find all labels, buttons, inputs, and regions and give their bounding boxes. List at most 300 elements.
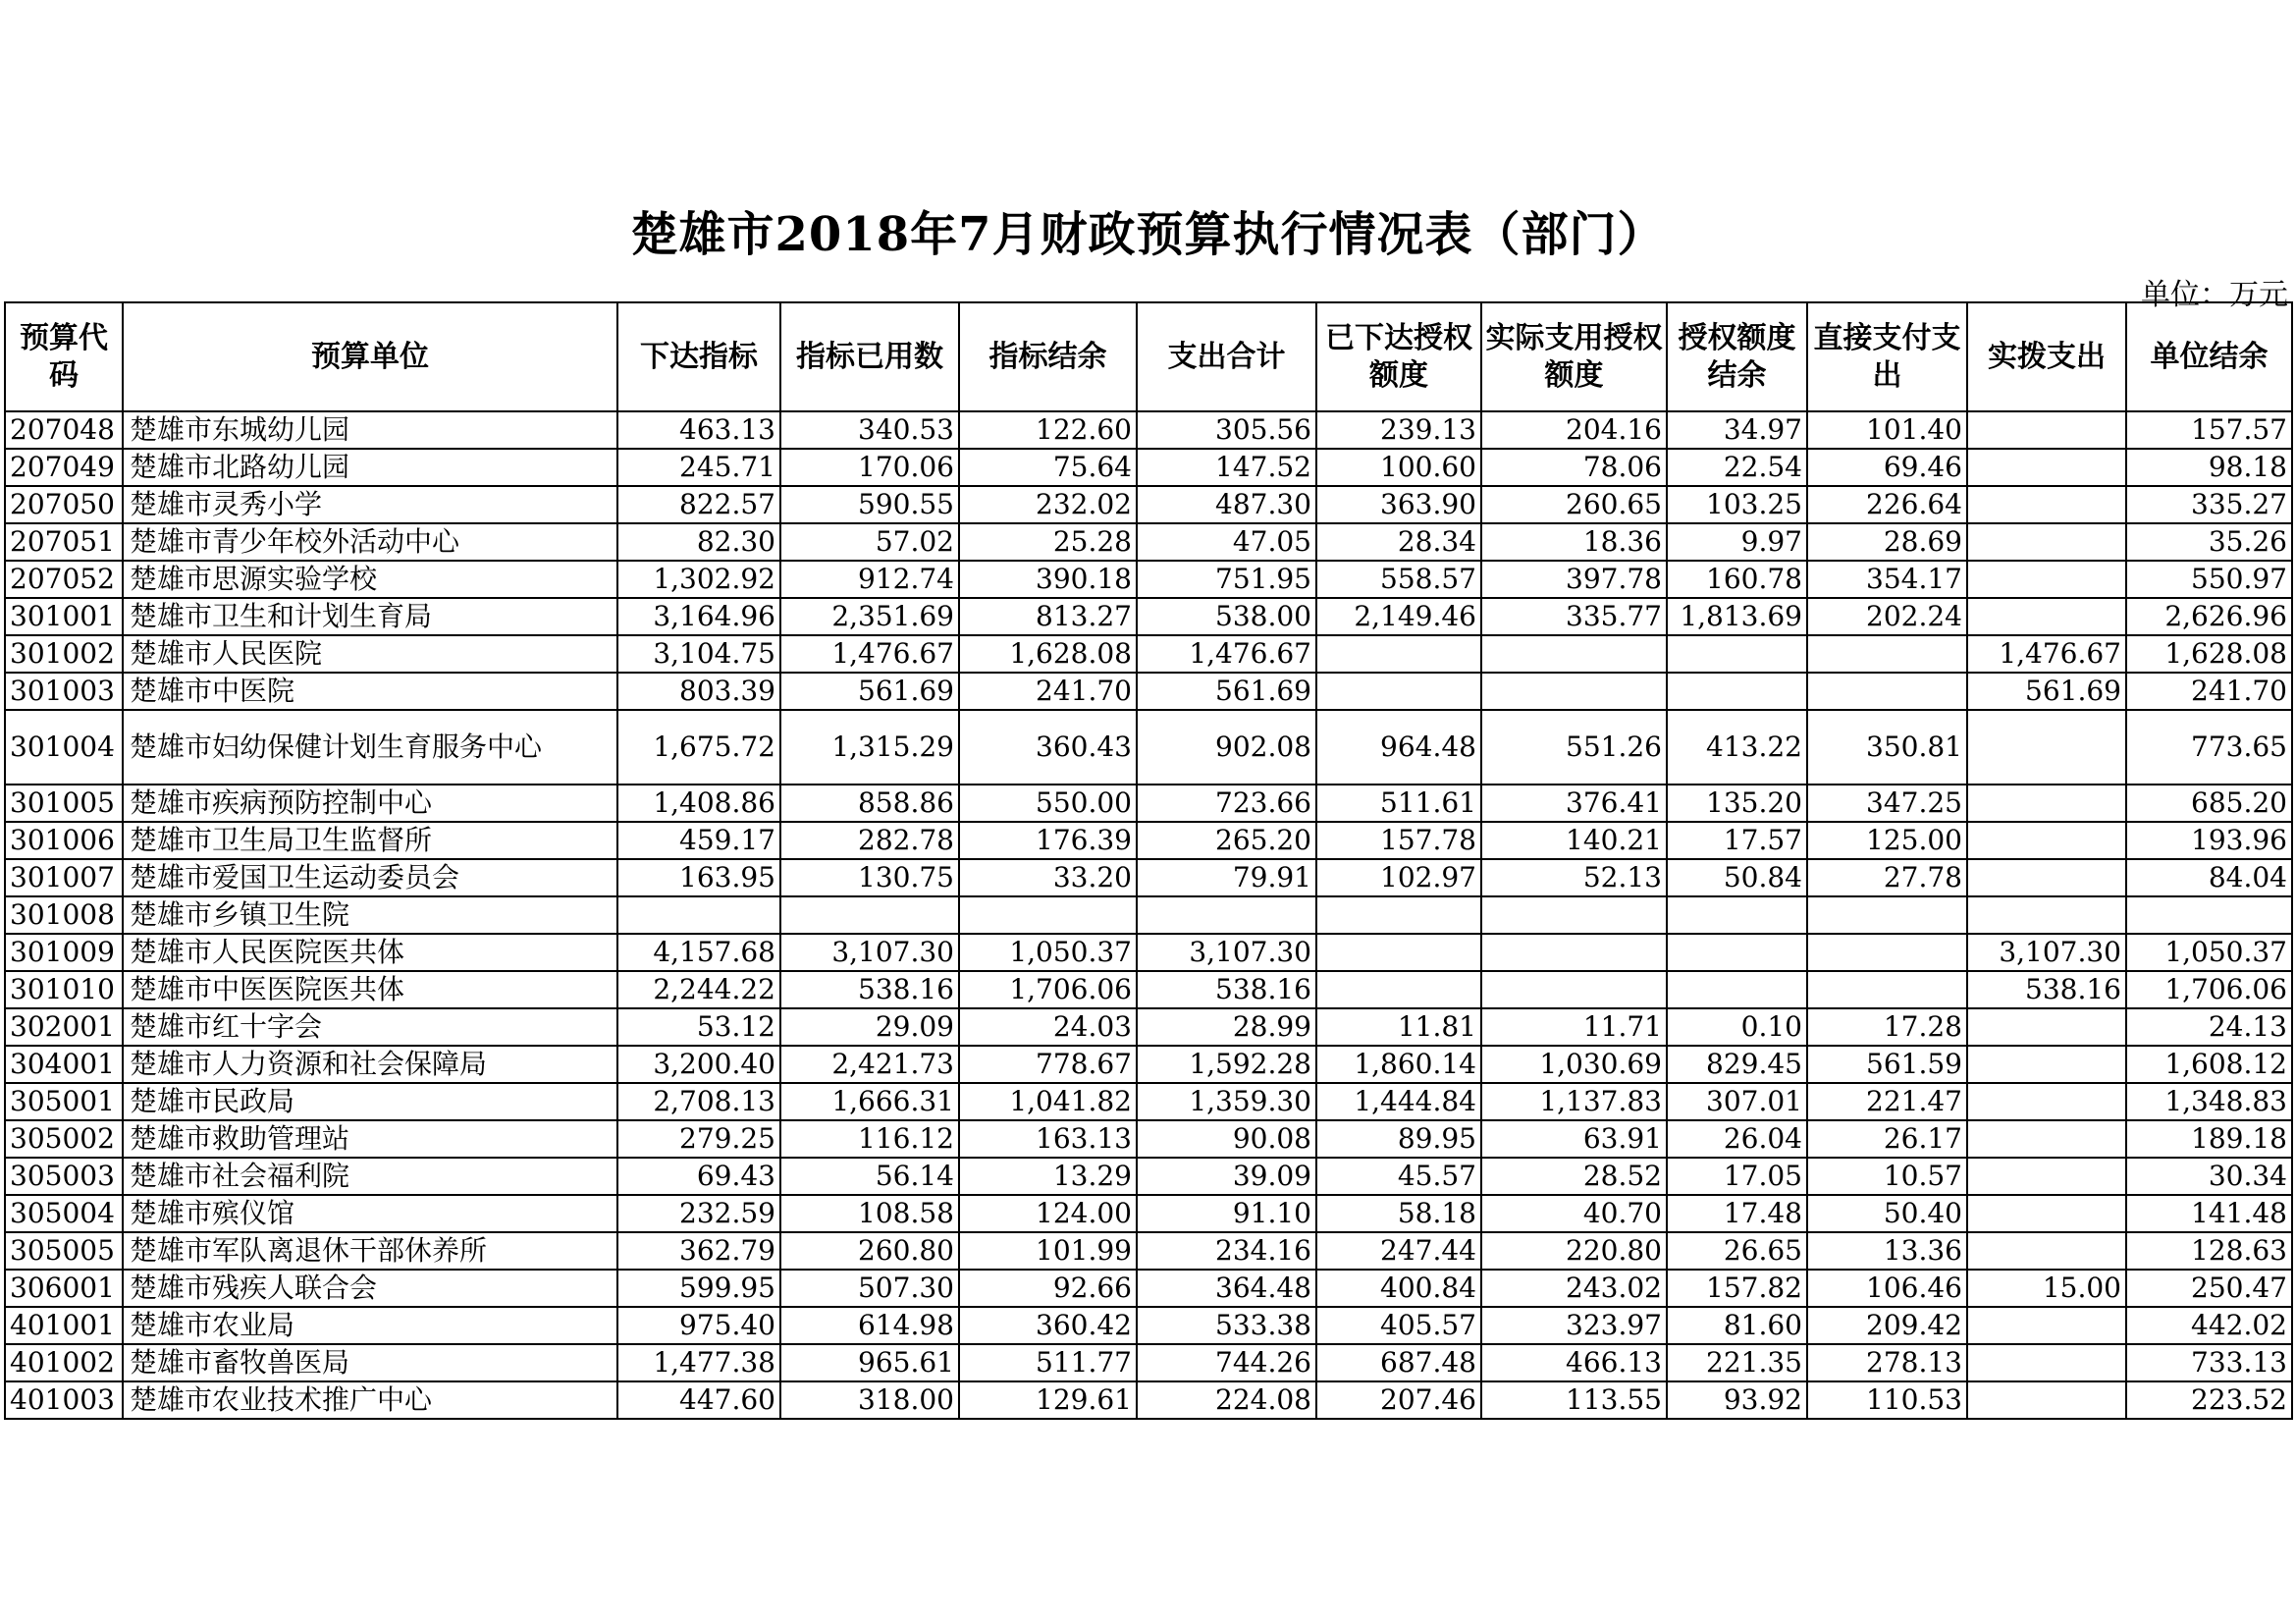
cell-quota-used: 507.30 xyxy=(780,1270,959,1307)
cell-authorized-balance: 93.92 xyxy=(1667,1381,1807,1419)
cell-quota-balance: 129.61 xyxy=(959,1381,1137,1419)
cell-unit-name: 楚雄市北路幼儿园 xyxy=(123,449,617,486)
cell-authorized-balance: 9.97 xyxy=(1667,523,1807,561)
table-row xyxy=(5,1195,2292,1232)
cell-total-expenditure: 90.08 xyxy=(1137,1120,1316,1158)
cell-direct-payment: 17.28 xyxy=(1807,1008,1967,1046)
cell-quota-used: 538.16 xyxy=(780,971,959,1008)
cell-direct-payment: 106.46 xyxy=(1807,1270,1967,1307)
cell-quota-balance: 360.43 xyxy=(959,710,1137,785)
cell-actual-authorized-used: 260.65 xyxy=(1481,486,1667,523)
cell-unit-balance: 24.13 xyxy=(2126,1008,2292,1046)
cell-total-expenditure: 147.52 xyxy=(1137,449,1316,486)
cell-issued-quota: 447.60 xyxy=(617,1381,780,1419)
cell-issued-quota: 459.17 xyxy=(617,822,780,859)
cell-authorized-balance: 17.57 xyxy=(1667,822,1807,859)
table-row xyxy=(5,934,2292,971)
cell-actual-authorized-used: 335.77 xyxy=(1481,598,1667,635)
cell-actual-authorized-used: 78.06 xyxy=(1481,449,1667,486)
cell-quota-used: 561.69 xyxy=(780,673,959,710)
cell-quota-used: 1,666.31 xyxy=(780,1083,959,1120)
cell-authorized-amount xyxy=(1316,896,1481,934)
cell-authorized-amount: 239.13 xyxy=(1316,411,1481,449)
cell-authorized-amount: 207.46 xyxy=(1316,1381,1481,1419)
cell-authorized-amount: 102.97 xyxy=(1316,859,1481,896)
header-name: 预算单位 xyxy=(123,302,617,411)
table-row xyxy=(5,411,2292,449)
cell-actual-allocation: 1,476.67 xyxy=(1967,635,2126,673)
cell-quota-used: 260.80 xyxy=(780,1232,959,1270)
cell-authorized-amount: 28.34 xyxy=(1316,523,1481,561)
cell-actual-authorized-used xyxy=(1481,896,1667,934)
cell-unit-name: 楚雄市农业局 xyxy=(123,1307,617,1344)
cell-unit-name: 楚雄市畜牧兽医局 xyxy=(123,1344,617,1381)
cell-authorized-amount xyxy=(1316,934,1481,971)
cell-actual-authorized-used xyxy=(1481,635,1667,673)
cell-quota-balance: 124.00 xyxy=(959,1195,1137,1232)
table-row xyxy=(5,1008,2292,1046)
cell-authorized-balance: 17.05 xyxy=(1667,1158,1807,1195)
cell-quota-balance: 241.70 xyxy=(959,673,1137,710)
cell-issued-quota xyxy=(617,896,780,934)
cell-unit-name: 楚雄市中医院 xyxy=(123,673,617,710)
table-row xyxy=(5,1046,2292,1083)
cell-quota-balance: 511.77 xyxy=(959,1344,1137,1381)
cell-code: 207050 xyxy=(5,486,123,523)
cell-total-expenditure: 751.95 xyxy=(1137,561,1316,598)
cell-unit-balance: 1,050.37 xyxy=(2126,934,2292,971)
cell-code: 305001 xyxy=(5,1083,123,1120)
cell-quota-used: 116.12 xyxy=(780,1120,959,1158)
cell-total-expenditure xyxy=(1137,896,1316,934)
cell-unit-balance: 442.02 xyxy=(2126,1307,2292,1344)
cell-unit-balance: 189.18 xyxy=(2126,1120,2292,1158)
cell-code: 301006 xyxy=(5,822,123,859)
cell-actual-allocation xyxy=(1967,561,2126,598)
cell-actual-allocation: 538.16 xyxy=(1967,971,2126,1008)
cell-issued-quota: 1,675.72 xyxy=(617,710,780,785)
cell-actual-allocation xyxy=(1967,449,2126,486)
cell-unit-balance: 1,608.12 xyxy=(2126,1046,2292,1083)
cell-issued-quota: 1,408.86 xyxy=(617,785,780,822)
table-row xyxy=(5,896,2292,934)
table-row xyxy=(5,859,2292,896)
cell-authorized-amount: 363.90 xyxy=(1316,486,1481,523)
cell-authorized-amount: 11.81 xyxy=(1316,1008,1481,1046)
cell-total-expenditure: 234.16 xyxy=(1137,1232,1316,1270)
cell-total-expenditure: 744.26 xyxy=(1137,1344,1316,1381)
cell-unit-balance: 250.47 xyxy=(2126,1270,2292,1307)
cell-authorized-balance: 829.45 xyxy=(1667,1046,1807,1083)
cell-issued-quota: 2,244.22 xyxy=(617,971,780,1008)
cell-authorized-balance: 221.35 xyxy=(1667,1344,1807,1381)
cell-direct-payment: 561.59 xyxy=(1807,1046,1967,1083)
cell-total-expenditure: 79.91 xyxy=(1137,859,1316,896)
table-row xyxy=(5,822,2292,859)
cell-direct-payment: 110.53 xyxy=(1807,1381,1967,1419)
cell-actual-allocation xyxy=(1967,1381,2126,1419)
cell-actual-authorized-used xyxy=(1481,971,1667,1008)
cell-actual-allocation xyxy=(1967,710,2126,785)
cell-unit-balance: 193.96 xyxy=(2126,822,2292,859)
cell-quota-balance: 176.39 xyxy=(959,822,1137,859)
cell-quota-balance: 1,706.06 xyxy=(959,971,1137,1008)
table-row xyxy=(5,1158,2292,1195)
cell-unit-balance: 98.18 xyxy=(2126,449,2292,486)
cell-actual-allocation xyxy=(1967,1158,2126,1195)
cell-actual-allocation xyxy=(1967,598,2126,635)
cell-quota-used: 965.61 xyxy=(780,1344,959,1381)
table-row xyxy=(5,673,2292,710)
cell-quota-balance: 25.28 xyxy=(959,523,1137,561)
cell-code: 305002 xyxy=(5,1120,123,1158)
cell-authorized-amount xyxy=(1316,971,1481,1008)
cell-actual-authorized-used: 1,137.83 xyxy=(1481,1083,1667,1120)
cell-code: 207049 xyxy=(5,449,123,486)
cell-actual-allocation xyxy=(1967,1232,2126,1270)
cell-direct-payment: 28.69 xyxy=(1807,523,1967,561)
cell-authorized-balance: 413.22 xyxy=(1667,710,1807,785)
cell-unit-balance: 223.52 xyxy=(2126,1381,2292,1419)
table-row xyxy=(5,1270,2292,1307)
cell-unit-name: 楚雄市乡镇卫生院 xyxy=(123,896,617,934)
cell-authorized-amount: 157.78 xyxy=(1316,822,1481,859)
cell-unit-name: 楚雄市农业技术推广中心 xyxy=(123,1381,617,1419)
cell-code: 301007 xyxy=(5,859,123,896)
cell-actual-allocation xyxy=(1967,785,2126,822)
cell-direct-payment: 13.36 xyxy=(1807,1232,1967,1270)
cell-authorized-amount: 2,149.46 xyxy=(1316,598,1481,635)
cell-quota-balance: 1,041.82 xyxy=(959,1083,1137,1120)
cell-code: 306001 xyxy=(5,1270,123,1307)
cell-direct-payment: 125.00 xyxy=(1807,822,1967,859)
cell-quota-balance: 92.66 xyxy=(959,1270,1137,1307)
cell-authorized-balance: 103.25 xyxy=(1667,486,1807,523)
cell-total-expenditure: 47.05 xyxy=(1137,523,1316,561)
cell-quota-used: 56.14 xyxy=(780,1158,959,1195)
cell-code: 401003 xyxy=(5,1381,123,1419)
cell-quota-used: 57.02 xyxy=(780,523,959,561)
table-row xyxy=(5,449,2292,486)
cell-actual-authorized-used: 551.26 xyxy=(1481,710,1667,785)
cell-direct-payment: 26.17 xyxy=(1807,1120,1967,1158)
cell-quota-balance: 24.03 xyxy=(959,1008,1137,1046)
cell-issued-quota: 1,477.38 xyxy=(617,1344,780,1381)
cell-total-expenditure: 1,359.30 xyxy=(1137,1083,1316,1120)
cell-total-expenditure: 723.66 xyxy=(1137,785,1316,822)
cell-direct-payment: 221.47 xyxy=(1807,1083,1967,1120)
cell-authorized-balance: 135.20 xyxy=(1667,785,1807,822)
cell-actual-allocation xyxy=(1967,1083,2126,1120)
cell-quota-used: 318.00 xyxy=(780,1381,959,1419)
cell-issued-quota: 463.13 xyxy=(617,411,780,449)
cell-unit-balance: 1,706.06 xyxy=(2126,971,2292,1008)
cell-actual-authorized-used: 323.97 xyxy=(1481,1307,1667,1344)
cell-authorized-balance: 81.60 xyxy=(1667,1307,1807,1344)
cell-quota-balance: 101.99 xyxy=(959,1232,1137,1270)
cell-actual-allocation xyxy=(1967,523,2126,561)
cell-actual-allocation: 561.69 xyxy=(1967,673,2126,710)
cell-authorized-balance: 50.84 xyxy=(1667,859,1807,896)
header-direct-payment: 直接支付支出 xyxy=(1807,302,1967,411)
cell-issued-quota: 2,708.13 xyxy=(617,1083,780,1120)
cell-unit-balance: 685.20 xyxy=(2126,785,2292,822)
cell-authorized-amount: 511.61 xyxy=(1316,785,1481,822)
cell-actual-authorized-used: 140.21 xyxy=(1481,822,1667,859)
table-row xyxy=(5,635,2292,673)
cell-direct-payment: 101.40 xyxy=(1807,411,1967,449)
cell-direct-payment: 27.78 xyxy=(1807,859,1967,896)
cell-issued-quota: 3,104.75 xyxy=(617,635,780,673)
cell-unit-name: 楚雄市人力资源和社会保障局 xyxy=(123,1046,617,1083)
cell-quota-used: 3,107.30 xyxy=(780,934,959,971)
cell-code: 401002 xyxy=(5,1344,123,1381)
cell-authorized-amount: 405.57 xyxy=(1316,1307,1481,1344)
cell-issued-quota: 245.71 xyxy=(617,449,780,486)
cell-issued-quota: 3,164.96 xyxy=(617,598,780,635)
cell-total-expenditure: 305.56 xyxy=(1137,411,1316,449)
cell-code: 301009 xyxy=(5,934,123,971)
cell-unit-balance: 550.97 xyxy=(2126,561,2292,598)
cell-direct-payment xyxy=(1807,896,1967,934)
cell-unit-name: 楚雄市思源实验学校 xyxy=(123,561,617,598)
cell-issued-quota: 975.40 xyxy=(617,1307,780,1344)
cell-direct-payment: 202.24 xyxy=(1807,598,1967,635)
cell-unit-name: 楚雄市灵秀小学 xyxy=(123,486,617,523)
cell-unit-balance: 773.65 xyxy=(2126,710,2292,785)
cell-authorized-balance xyxy=(1667,635,1807,673)
cell-total-expenditure: 224.08 xyxy=(1137,1381,1316,1419)
header-issued-quota: 下达指标 xyxy=(617,302,780,411)
header-code: 预算代码 xyxy=(5,302,123,411)
cell-unit-name: 楚雄市中医医院医共体 xyxy=(123,971,617,1008)
table-row xyxy=(5,1083,2292,1120)
cell-total-expenditure: 1,476.67 xyxy=(1137,635,1316,673)
cell-direct-payment xyxy=(1807,934,1967,971)
cell-unit-name: 楚雄市红十字会 xyxy=(123,1008,617,1046)
unit-label: 单位：万元 xyxy=(2141,278,2288,312)
cell-code: 305004 xyxy=(5,1195,123,1232)
cell-direct-payment xyxy=(1807,635,1967,673)
cell-actual-allocation xyxy=(1967,896,2126,934)
table-row xyxy=(5,598,2292,635)
cell-actual-authorized-used: 52.13 xyxy=(1481,859,1667,896)
cell-unit-name: 楚雄市妇幼保健计划生育服务中心 xyxy=(123,710,617,785)
cell-actual-allocation xyxy=(1967,1344,2126,1381)
cell-quota-balance: 1,628.08 xyxy=(959,635,1137,673)
cell-unit-name: 楚雄市救助管理站 xyxy=(123,1120,617,1158)
table-row xyxy=(5,710,2292,785)
cell-unit-balance: 128.63 xyxy=(2126,1232,2292,1270)
cell-quota-balance: 122.60 xyxy=(959,411,1137,449)
cell-quota-balance: 232.02 xyxy=(959,486,1137,523)
cell-authorized-balance: 17.48 xyxy=(1667,1195,1807,1232)
header-actual-authorized-used: 实际支用授权额度 xyxy=(1481,302,1667,411)
cell-direct-payment: 50.40 xyxy=(1807,1195,1967,1232)
cell-actual-authorized-used: 40.70 xyxy=(1481,1195,1667,1232)
cell-code: 301003 xyxy=(5,673,123,710)
cell-issued-quota: 362.79 xyxy=(617,1232,780,1270)
header-authorized-amount: 已下达授权额度 xyxy=(1316,302,1481,411)
cell-quota-balance: 360.42 xyxy=(959,1307,1137,1344)
cell-authorized-balance: 22.54 xyxy=(1667,449,1807,486)
cell-authorized-amount: 247.44 xyxy=(1316,1232,1481,1270)
cell-quota-used: 614.98 xyxy=(780,1307,959,1344)
budget-table xyxy=(4,301,2293,1420)
cell-issued-quota: 1,302.92 xyxy=(617,561,780,598)
cell-actual-allocation: 15.00 xyxy=(1967,1270,2126,1307)
cell-code: 301010 xyxy=(5,971,123,1008)
cell-actual-authorized-used: 397.78 xyxy=(1481,561,1667,598)
cell-unit-name: 楚雄市军队离退休干部休养所 xyxy=(123,1232,617,1270)
cell-code: 302001 xyxy=(5,1008,123,1046)
cell-actual-authorized-used xyxy=(1481,673,1667,710)
table-row xyxy=(5,486,2292,523)
cell-code: 301004 xyxy=(5,710,123,785)
cell-authorized-balance: 307.01 xyxy=(1667,1083,1807,1120)
table-body xyxy=(5,411,2292,1419)
cell-actual-authorized-used: 113.55 xyxy=(1481,1381,1667,1419)
cell-authorized-balance: 26.04 xyxy=(1667,1120,1807,1158)
cell-total-expenditure: 902.08 xyxy=(1137,710,1316,785)
cell-code: 301008 xyxy=(5,896,123,934)
cell-unit-balance: 1,628.08 xyxy=(2126,635,2292,673)
header-total-expenditure: 支出合计 xyxy=(1137,302,1316,411)
table-header-row xyxy=(5,302,2292,411)
cell-unit-balance: 30.34 xyxy=(2126,1158,2292,1195)
cell-quota-balance: 13.29 xyxy=(959,1158,1137,1195)
cell-authorized-amount: 558.57 xyxy=(1316,561,1481,598)
cell-code: 207048 xyxy=(5,411,123,449)
cell-quota-used: 340.53 xyxy=(780,411,959,449)
cell-quota-balance: 778.67 xyxy=(959,1046,1137,1083)
cell-authorized-amount: 45.57 xyxy=(1316,1158,1481,1195)
cell-direct-payment: 10.57 xyxy=(1807,1158,1967,1195)
header-quota-balance: 指标结余 xyxy=(959,302,1137,411)
cell-quota-balance: 1,050.37 xyxy=(959,934,1137,971)
cell-authorized-amount: 89.95 xyxy=(1316,1120,1481,1158)
cell-issued-quota: 3,200.40 xyxy=(617,1046,780,1083)
cell-total-expenditure: 39.09 xyxy=(1137,1158,1316,1195)
cell-authorized-balance: 0.10 xyxy=(1667,1008,1807,1046)
cell-authorized-balance: 157.82 xyxy=(1667,1270,1807,1307)
cell-actual-allocation xyxy=(1967,486,2126,523)
cell-actual-authorized-used xyxy=(1481,934,1667,971)
cell-direct-payment: 278.13 xyxy=(1807,1344,1967,1381)
cell-unit-name: 楚雄市爱国卫生运动委员会 xyxy=(123,859,617,896)
cell-unit-name: 楚雄市疾病预防控制中心 xyxy=(123,785,617,822)
cell-code: 305005 xyxy=(5,1232,123,1270)
cell-total-expenditure: 533.38 xyxy=(1137,1307,1316,1344)
cell-quota-used: 29.09 xyxy=(780,1008,959,1046)
cell-actual-allocation xyxy=(1967,1008,2126,1046)
cell-authorized-amount: 58.18 xyxy=(1316,1195,1481,1232)
table-row xyxy=(5,523,2292,561)
cell-unit-balance: 157.57 xyxy=(2126,411,2292,449)
cell-unit-name: 楚雄市人民医院 xyxy=(123,635,617,673)
cell-quota-used: 2,351.69 xyxy=(780,598,959,635)
cell-authorized-amount: 964.48 xyxy=(1316,710,1481,785)
cell-quota-used: 108.58 xyxy=(780,1195,959,1232)
cell-quota-used: 912.74 xyxy=(780,561,959,598)
cell-authorized-balance xyxy=(1667,673,1807,710)
cell-total-expenditure: 28.99 xyxy=(1137,1008,1316,1046)
cell-unit-balance: 35.26 xyxy=(2126,523,2292,561)
cell-actual-authorized-used: 243.02 xyxy=(1481,1270,1667,1307)
cell-actual-allocation xyxy=(1967,411,2126,449)
cell-quota-used xyxy=(780,896,959,934)
cell-authorized-amount: 100.60 xyxy=(1316,449,1481,486)
header-quota-used: 指标已用数 xyxy=(780,302,959,411)
cell-authorized-balance: 1,813.69 xyxy=(1667,598,1807,635)
cell-total-expenditure: 3,107.30 xyxy=(1137,934,1316,971)
cell-quota-used: 170.06 xyxy=(780,449,959,486)
cell-authorized-balance xyxy=(1667,934,1807,971)
cell-issued-quota: 53.12 xyxy=(617,1008,780,1046)
cell-issued-quota: 163.95 xyxy=(617,859,780,896)
cell-unit-balance: 141.48 xyxy=(2126,1195,2292,1232)
cell-quota-balance: 550.00 xyxy=(959,785,1137,822)
cell-quota-used: 1,476.67 xyxy=(780,635,959,673)
cell-unit-name: 楚雄市东城幼儿园 xyxy=(123,411,617,449)
cell-quota-used: 130.75 xyxy=(780,859,959,896)
cell-direct-payment: 69.46 xyxy=(1807,449,1967,486)
table-row xyxy=(5,561,2292,598)
cell-direct-payment: 350.81 xyxy=(1807,710,1967,785)
cell-actual-allocation xyxy=(1967,822,2126,859)
cell-unit-name: 楚雄市卫生和计划生育局 xyxy=(123,598,617,635)
cell-quota-balance: 813.27 xyxy=(959,598,1137,635)
cell-authorized-amount: 1,444.84 xyxy=(1316,1083,1481,1120)
table-row xyxy=(5,1344,2292,1381)
cell-unit-name: 楚雄市残疾人联合会 xyxy=(123,1270,617,1307)
table-row xyxy=(5,1232,2292,1270)
cell-unit-name: 楚雄市青少年校外活动中心 xyxy=(123,523,617,561)
cell-code: 401001 xyxy=(5,1307,123,1344)
cell-unit-balance: 2,626.96 xyxy=(2126,598,2292,635)
cell-issued-quota: 69.43 xyxy=(617,1158,780,1195)
cell-quota-balance: 163.13 xyxy=(959,1120,1137,1158)
cell-code: 207052 xyxy=(5,561,123,598)
cell-actual-authorized-used: 63.91 xyxy=(1481,1120,1667,1158)
cell-quota-balance: 390.18 xyxy=(959,561,1137,598)
cell-total-expenditure: 487.30 xyxy=(1137,486,1316,523)
cell-issued-quota: 599.95 xyxy=(617,1270,780,1307)
cell-unit-name: 楚雄市社会福利院 xyxy=(123,1158,617,1195)
cell-actual-authorized-used: 11.71 xyxy=(1481,1008,1667,1046)
cell-authorized-balance: 34.97 xyxy=(1667,411,1807,449)
cell-issued-quota: 82.30 xyxy=(617,523,780,561)
cell-issued-quota: 822.57 xyxy=(617,486,780,523)
cell-authorized-balance xyxy=(1667,896,1807,934)
cell-authorized-amount: 1,860.14 xyxy=(1316,1046,1481,1083)
cell-actual-authorized-used: 220.80 xyxy=(1481,1232,1667,1270)
cell-authorized-amount xyxy=(1316,635,1481,673)
cell-direct-payment: 209.42 xyxy=(1807,1307,1967,1344)
cell-total-expenditure: 538.00 xyxy=(1137,598,1316,635)
cell-actual-allocation xyxy=(1967,1195,2126,1232)
cell-actual-authorized-used: 376.41 xyxy=(1481,785,1667,822)
table-row xyxy=(5,1307,2292,1344)
cell-authorized-amount: 400.84 xyxy=(1316,1270,1481,1307)
cell-actual-allocation xyxy=(1967,1046,2126,1083)
cell-total-expenditure: 561.69 xyxy=(1137,673,1316,710)
cell-code: 305003 xyxy=(5,1158,123,1195)
cell-actual-authorized-used: 28.52 xyxy=(1481,1158,1667,1195)
cell-actual-authorized-used: 18.36 xyxy=(1481,523,1667,561)
cell-issued-quota: 279.25 xyxy=(617,1120,780,1158)
cell-code: 301001 xyxy=(5,598,123,635)
